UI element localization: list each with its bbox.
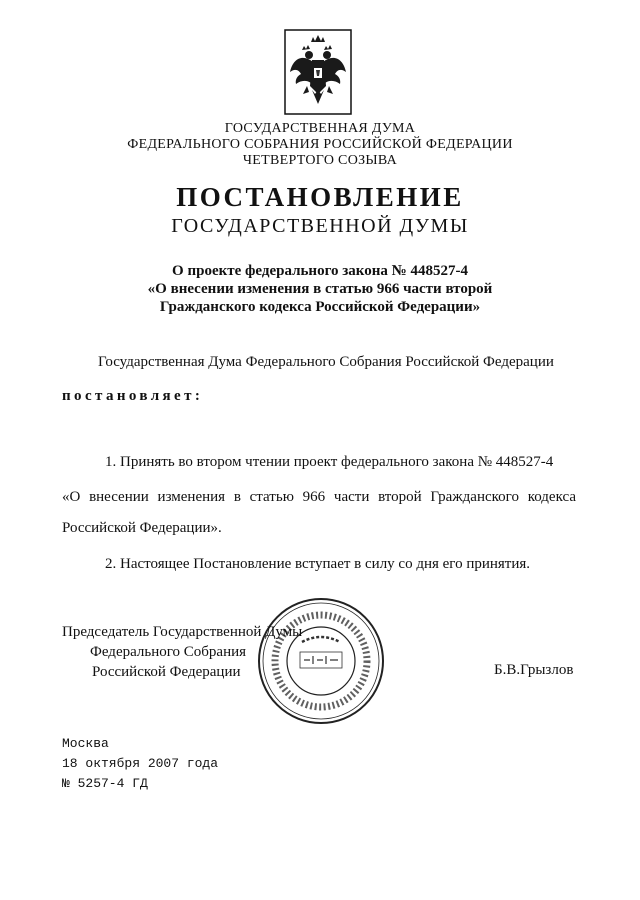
point-1-line-2: «О внесении изменения в статью 966 части второй Гражданского кодекса bbox=[62, 489, 576, 505]
point-1-line-1: 1. Принять во втором чтении проект федерального закона № 448527-4 bbox=[105, 454, 554, 470]
subject-line-1: О проекте федерального закона № 448527-4 bbox=[172, 263, 468, 279]
signer-name: Б.В.Грызлов bbox=[494, 662, 574, 678]
body-decree: постановляет: bbox=[62, 388, 204, 404]
document-issuer: ГОСУДАРСТВЕННОЙ ДУМЫ bbox=[171, 215, 469, 237]
issuer-header bbox=[0, 121, 640, 169]
body-intro: Государственная Дума Федерального Собрания Российской Федерации bbox=[98, 354, 554, 370]
document-type: ПОСТАНОВЛЕНИЕ bbox=[176, 182, 464, 212]
footer-date: 18 октября 2007 года bbox=[62, 756, 219, 771]
subject-line-3: Гражданского кодекса Российской Федерации» bbox=[159, 299, 481, 315]
header-line-2: ФЕДЕРАЛЬНОГО СОБРАНИЯ РОССИЙСКОЙ ФЕДЕРАЦИИ bbox=[127, 137, 513, 152]
signature-block bbox=[62, 622, 302, 682]
subject-line-2: «О внесении изменения в статью 966 части второй bbox=[147, 281, 493, 297]
header-line-3: ЧЕТВЕРТОГО СОЗЫВА bbox=[242, 153, 398, 168]
footer-city: Москва bbox=[62, 736, 109, 751]
document-subject bbox=[0, 262, 640, 316]
point-1-line-3: Российской Федерации». bbox=[62, 520, 222, 536]
document-footer bbox=[62, 734, 218, 794]
header-line-1: ГОСУДАРСТВЕННАЯ ДУМА bbox=[224, 121, 416, 136]
footer-number: № 5257-4 ГД bbox=[62, 776, 148, 791]
russian-coat-of-arms-icon bbox=[283, 28, 353, 116]
signer-position-line-2: Федерального Собрания bbox=[90, 644, 247, 660]
point-2: 2. Настоящее Постановление вступает в силу со дня его принятия. bbox=[105, 556, 531, 572]
signer-position-line-3: Российской Федерации bbox=[92, 664, 241, 680]
signer-position-line-1: Председатель Государственной Думы bbox=[62, 624, 303, 640]
